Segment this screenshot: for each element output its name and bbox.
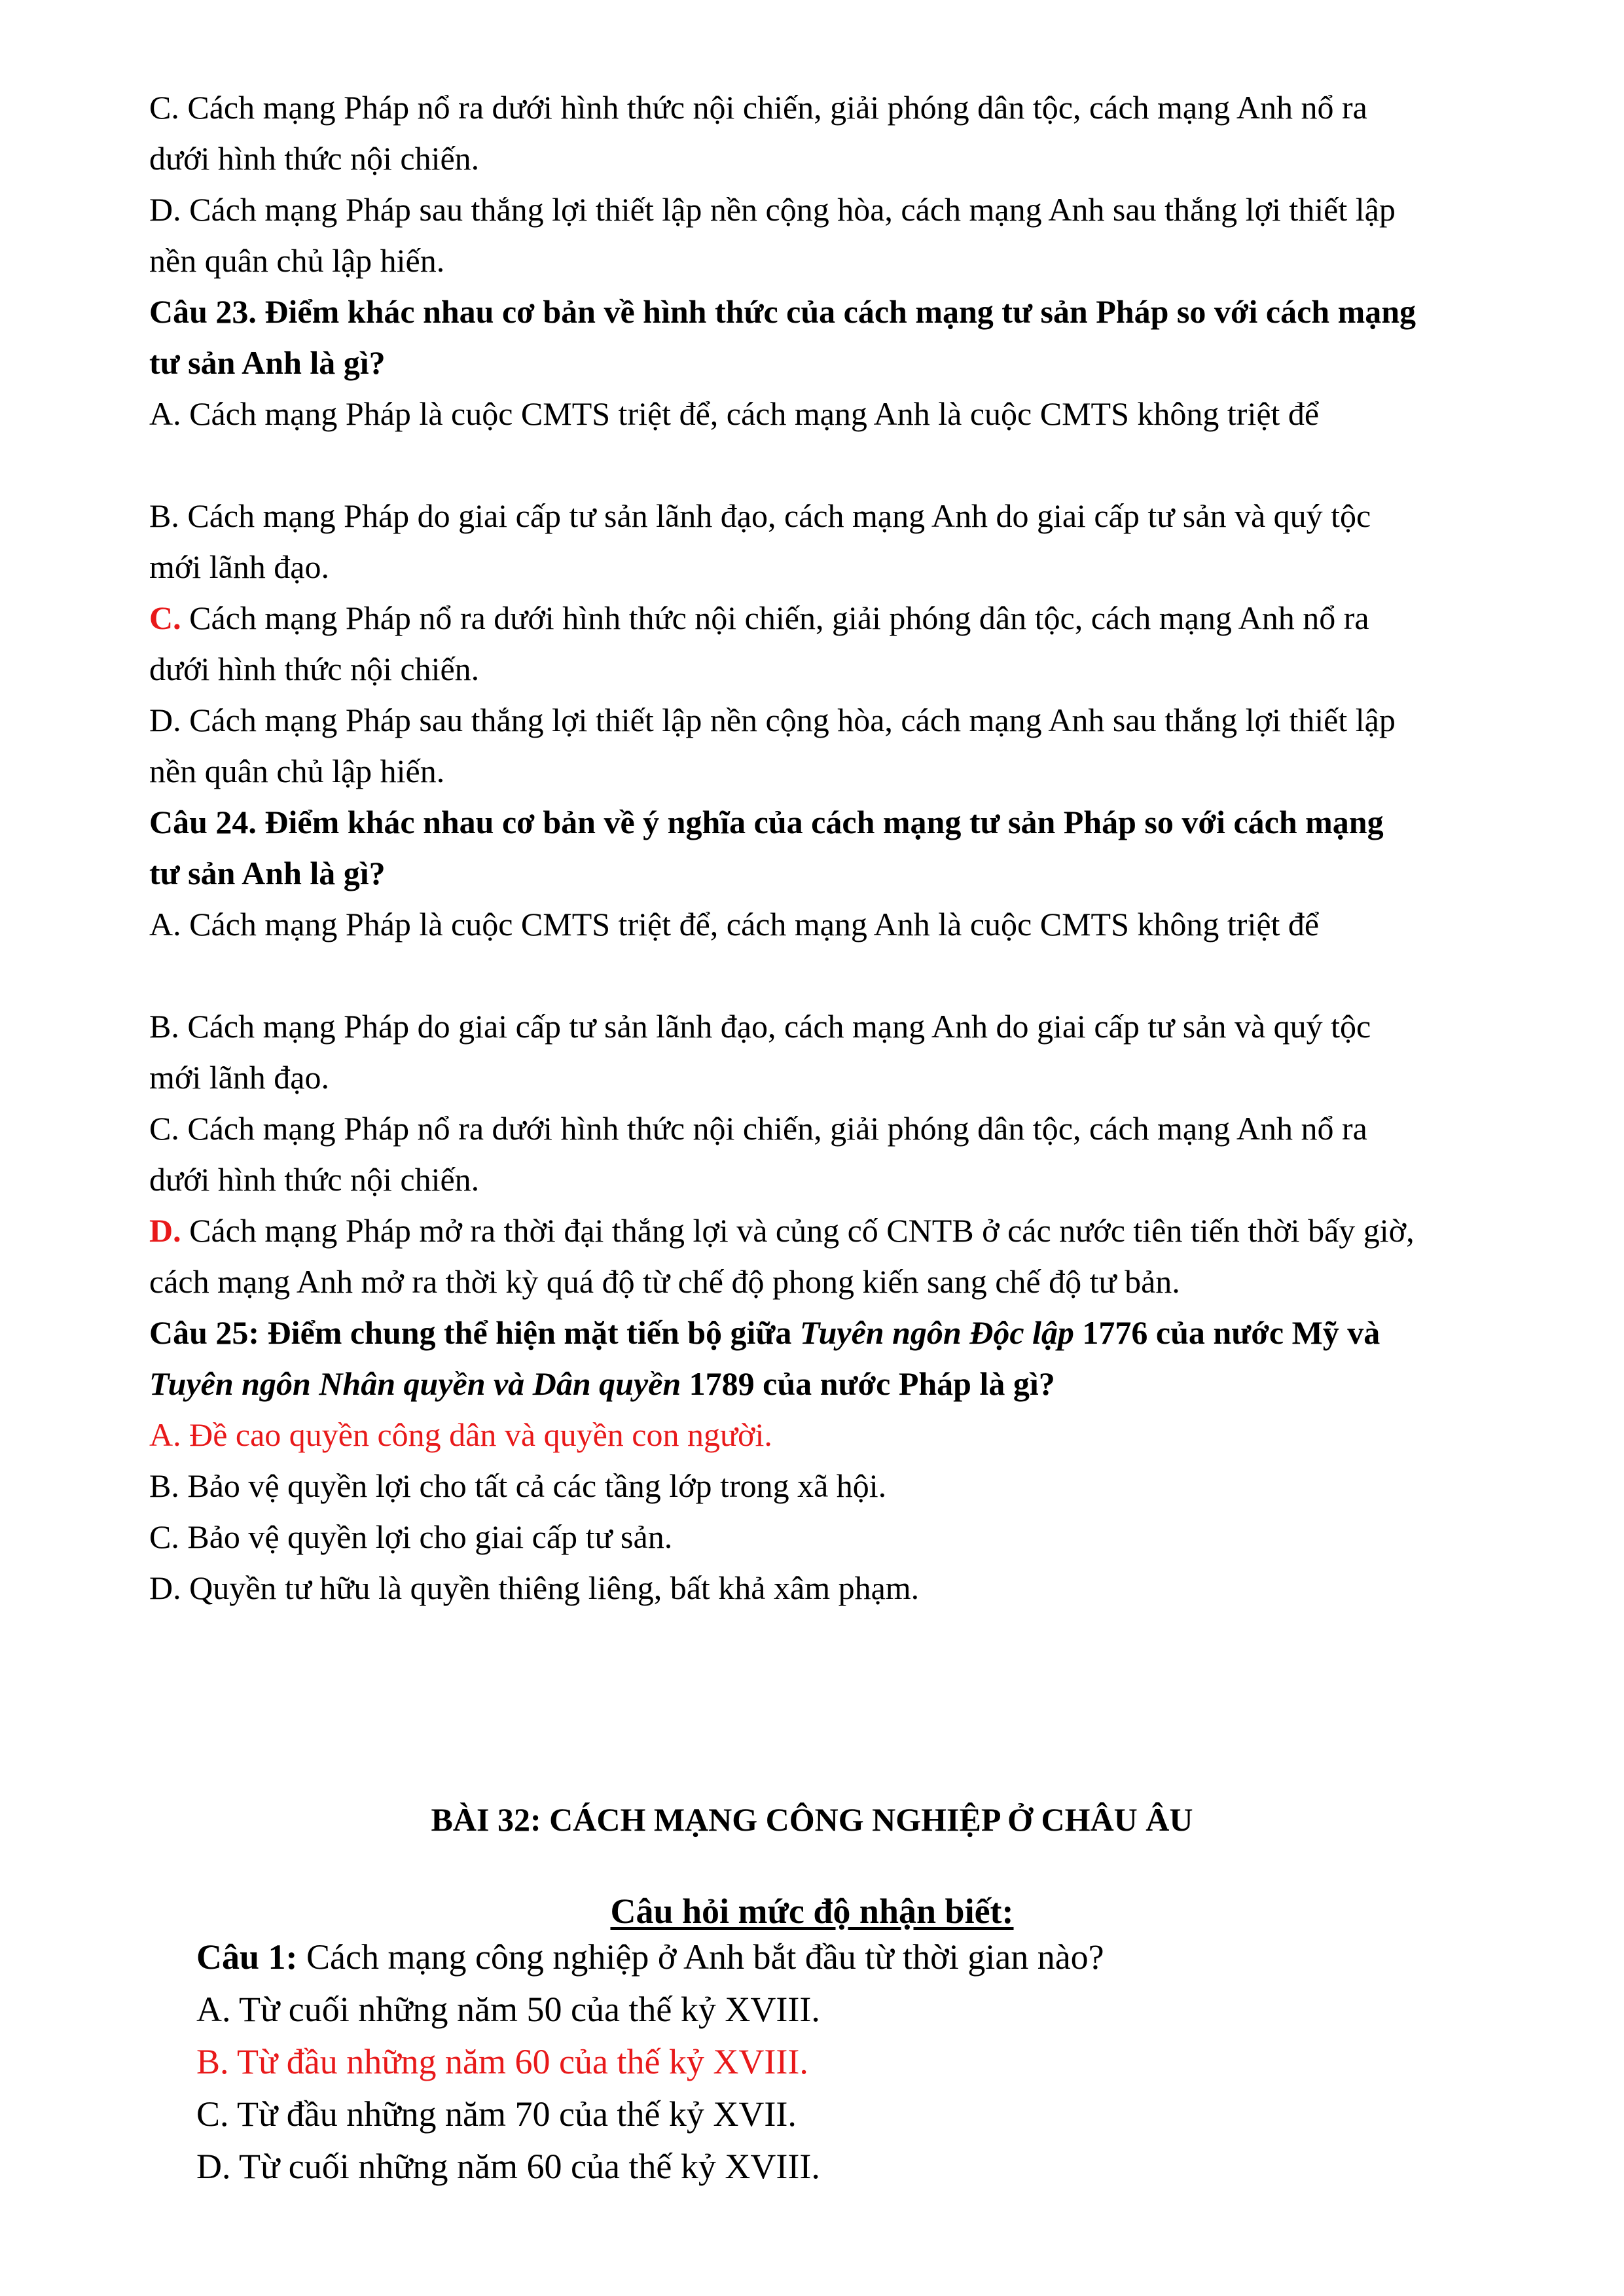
lesson-title: BÀI 32: CÁCH MẠNG CÔNG NGHIỆP Ở CHÂU ÂU xyxy=(431,1801,1193,1838)
question-24-title-line2: tư sản Anh là gì? xyxy=(149,855,386,891)
question-24-option-b-line1: B. Cách mạng Pháp do giai cấp tư sản lãnh đạo, cách mạng Anh do giai cấp tư sản và quý tộc xyxy=(149,1008,1371,1045)
answer-marker: D. xyxy=(149,1212,181,1249)
option-c-line1: C. Cách mạng Pháp nổ ra dưới hình thức nội chiến, giải phóng dân tộc, cách mạng Anh nổ ra xyxy=(149,89,1367,126)
question-1-option-a: A. Từ cuối những năm 50 của thế kỷ XVIII. xyxy=(196,1990,820,2029)
title-part: 1789 của nước Pháp là gì? xyxy=(681,1365,1055,1402)
title-part: Câu 25: Điểm chung thể hiện mặt tiến bộ giữa xyxy=(149,1314,800,1351)
question-24-option-d-line1 xyxy=(149,1204,1550,1257)
question-1-option-b-answer: B. Từ đầu những năm 60 của thế kỷ XVIII. xyxy=(196,2042,808,2081)
question-24-title-line1: Câu 24. Điểm khác nhau cơ bản về ý nghĩa của cách mạng tư sản Pháp so với cách mạng xyxy=(149,804,1384,840)
question-23-option-c-line2: dưới hình thức nội chiến. xyxy=(149,651,480,687)
question-25-option-a-answer: A. Đề cao quyền công dân và quyền con người. xyxy=(149,1416,772,1453)
question-23-option-d-line2: nền quân chủ lập hiến. xyxy=(149,753,445,789)
question-24-option-b-line2: mới lãnh đạo. xyxy=(149,1059,329,1096)
question-23-option-b-line2: mới lãnh đạo. xyxy=(149,548,329,585)
title-part: 1776 của nước Mỹ và xyxy=(1074,1314,1380,1351)
question-1-option-c: C. Từ đầu những năm 70 của thế kỷ XVII. xyxy=(196,2094,797,2134)
option-text: Cách mạng Pháp mở ra thời đại thắng lợi và củng cố CNTB ở các nước tiên tiến thời bấy giờ, xyxy=(181,1212,1415,1249)
option-c-line2: dưới hình thức nội chiến. xyxy=(149,140,480,177)
question-25-option-c: C. Bảo vệ quyền lợi cho giai cấp tư sản. xyxy=(149,1518,673,1555)
question-text: Cách mạng công nghiệp ở Anh bắt đầu từ thời gian nào? xyxy=(297,1937,1104,1977)
question-25-title-line1 xyxy=(149,1306,1550,1359)
question-23-option-a: A. Cách mạng Pháp là cuộc CMTS triệt để, cách mạng Anh là cuộc CMTS không triệt để xyxy=(149,395,1320,432)
option-d-line2: nền quân chủ lập hiến. xyxy=(149,242,445,279)
question-25-option-b: B. Bảo vệ quyền lợi cho tất cả các tầng lớp trong xã hội. xyxy=(149,1467,887,1504)
question-24-option-a: A. Cách mạng Pháp là cuộc CMTS triệt để, cách mạng Anh là cuộc CMTS không triệt để xyxy=(149,906,1320,942)
question-23-option-b-line1: B. Cách mạng Pháp do giai cấp tư sản lãnh đạo, cách mạng Anh do giai cấp tư sản và quý tộc xyxy=(149,497,1371,534)
question-23-option-d-line1: D. Cách mạng Pháp sau thắng lợi thiết lập nền cộng hòa, cách mạng Anh sau thắng lợi thiết lập xyxy=(149,702,1396,738)
question-23-title-line1: Câu 23. Điểm khác nhau cơ bản về hình thức của cách mạng tư sản Pháp so với cách mạng xyxy=(149,293,1416,330)
question-23-option-c-line1 xyxy=(149,592,1550,644)
question-24-option-d-line2: cách mạng Anh mở ra thời kỳ quá độ từ chế độ phong kiến sang chế độ tư bản. xyxy=(149,1263,1180,1300)
question-25-option-d: D. Quyền tư hữu là quyền thiêng liêng, bất khả xâm phạm. xyxy=(149,1570,920,1606)
document-name: Tuyên ngôn Độc lập xyxy=(799,1314,1074,1351)
option-text: Cách mạng Pháp nổ ra dưới hình thức nội chiến, giải phóng dân tộc, cách mạng Anh nổ ra xyxy=(181,600,1369,636)
document-name: Tuyên ngôn Nhân quyền và Dân quyền xyxy=(149,1365,681,1402)
question-24-option-c-line2: dưới hình thức nội chiến. xyxy=(149,1161,480,1198)
question-24-option-c-line1: C. Cách mạng Pháp nổ ra dưới hình thức nội chiến, giải phóng dân tộc, cách mạng Anh nổ ra xyxy=(149,1110,1367,1147)
option-d-line1: D. Cách mạng Pháp sau thắng lợi thiết lập nền cộng hòa, cách mạng Anh sau thắng lợi thiết lập xyxy=(149,191,1396,228)
question-25-title-line2 xyxy=(149,1357,1550,1410)
question-23-title-line2: tư sản Anh là gì? xyxy=(149,344,386,381)
question-1-option-d: D. Từ cuối những năm 60 của thế kỷ XVIII. xyxy=(196,2147,820,2186)
section-heading: Câu hỏi mức độ nhận biết: xyxy=(610,1892,1014,1931)
answer-marker: C. xyxy=(149,600,181,636)
question-1-title xyxy=(196,1931,1597,1983)
question-label: Câu 1: xyxy=(196,1937,298,1977)
